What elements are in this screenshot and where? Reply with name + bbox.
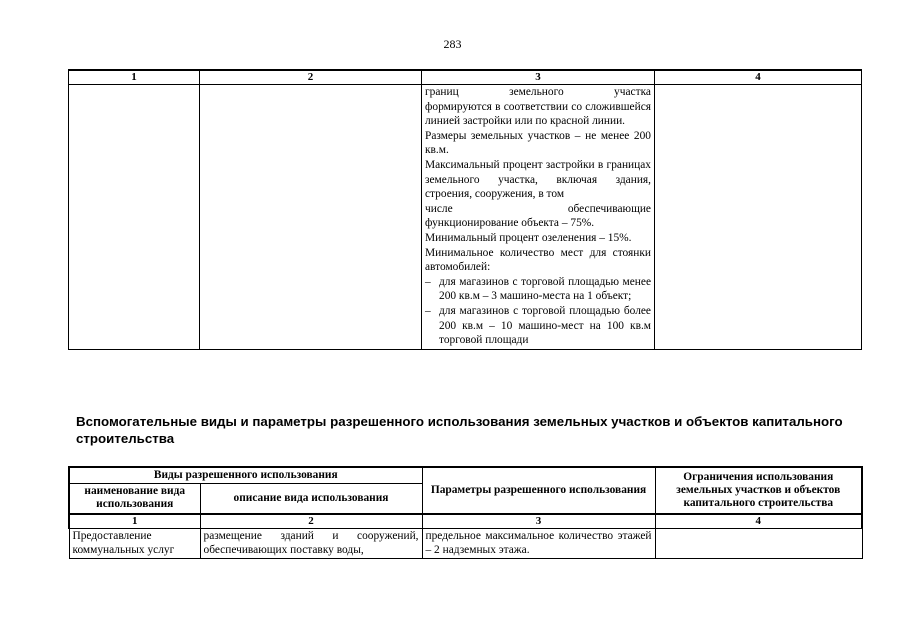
empty-cell-col1 xyxy=(69,85,200,350)
list-item: – для магазинов с торговой площадью менее 200 кв.м – 3 машино-места на 1 объект; xyxy=(425,275,651,303)
col-number-1: 1 xyxy=(69,70,200,85)
dash-bullet: – xyxy=(425,304,431,317)
dash-bullet: – xyxy=(425,275,431,288)
column-numbers-row xyxy=(69,70,862,85)
list-item: – для магазинов с торговой площадью более 200 кв.м – 10 машино-мест на 100 кв.м торговой площади xyxy=(425,304,651,347)
col-number-3: 3 xyxy=(422,70,655,85)
landscaping-text: Минимальный процент озеленения – 15%. xyxy=(425,231,632,244)
header-use-description: описание вида использования xyxy=(200,484,422,514)
building-coverage-text: Максимальный процент застройки в границах земельного участка, включая здания, строения, сооружения, в том числе обеспечивающие функционирование объекта – 75%. xyxy=(425,158,651,230)
table-row xyxy=(69,85,862,350)
section-heading: Вспомогательные виды и параметры разрешенного использования земельных участков и объектов капитального строительства xyxy=(76,414,843,446)
parameters-table-continued xyxy=(68,69,862,350)
header-limits: Ограничения использования земельных участков и объектов капитального строительства xyxy=(655,467,862,514)
col-number-2: 2 xyxy=(200,514,422,529)
use-description-cell: размещение зданий и сооружений, обеспечивающих поставку воды, xyxy=(200,528,422,558)
header-use-types: Виды разрешенного использования xyxy=(69,467,422,484)
header-parameters: Параметры разрешенного использования xyxy=(422,467,655,514)
parameters-cell xyxy=(422,85,655,350)
use-name-cell: Предоставление коммунальных услуг xyxy=(69,528,200,558)
empty-cell-col2 xyxy=(200,85,422,350)
col-number-4: 4 xyxy=(655,70,862,85)
table-row xyxy=(69,528,862,558)
boundary-text-rest: формируются в соответствии со сложившейся линией застройки или по красной линии. xyxy=(425,100,651,128)
auxiliary-uses-table xyxy=(68,466,863,559)
parking-text: Минимальное количество мест для стоянки автомобилей: xyxy=(425,246,651,274)
header-row xyxy=(69,467,862,484)
boundary-text-line1: границ земельного участка xyxy=(425,86,651,98)
empty-cell-col4 xyxy=(655,85,862,350)
header-use-name: наименование вида использования xyxy=(69,484,200,514)
column-numbers-row xyxy=(69,514,862,529)
col-number-1: 1 xyxy=(69,514,200,529)
plot-size-text: Размеры земельных участков – не менее 200 кв.м. xyxy=(425,129,651,157)
col-number-4: 4 xyxy=(655,514,862,529)
col-number-2: 2 xyxy=(200,70,422,85)
page-number: 283 xyxy=(443,37,462,51)
col-number-3: 3 xyxy=(422,514,655,529)
use-limits-cell xyxy=(655,528,862,558)
use-parameters-cell: предельное максимальное количество этажей – 2 надземных этажа. xyxy=(422,528,655,558)
